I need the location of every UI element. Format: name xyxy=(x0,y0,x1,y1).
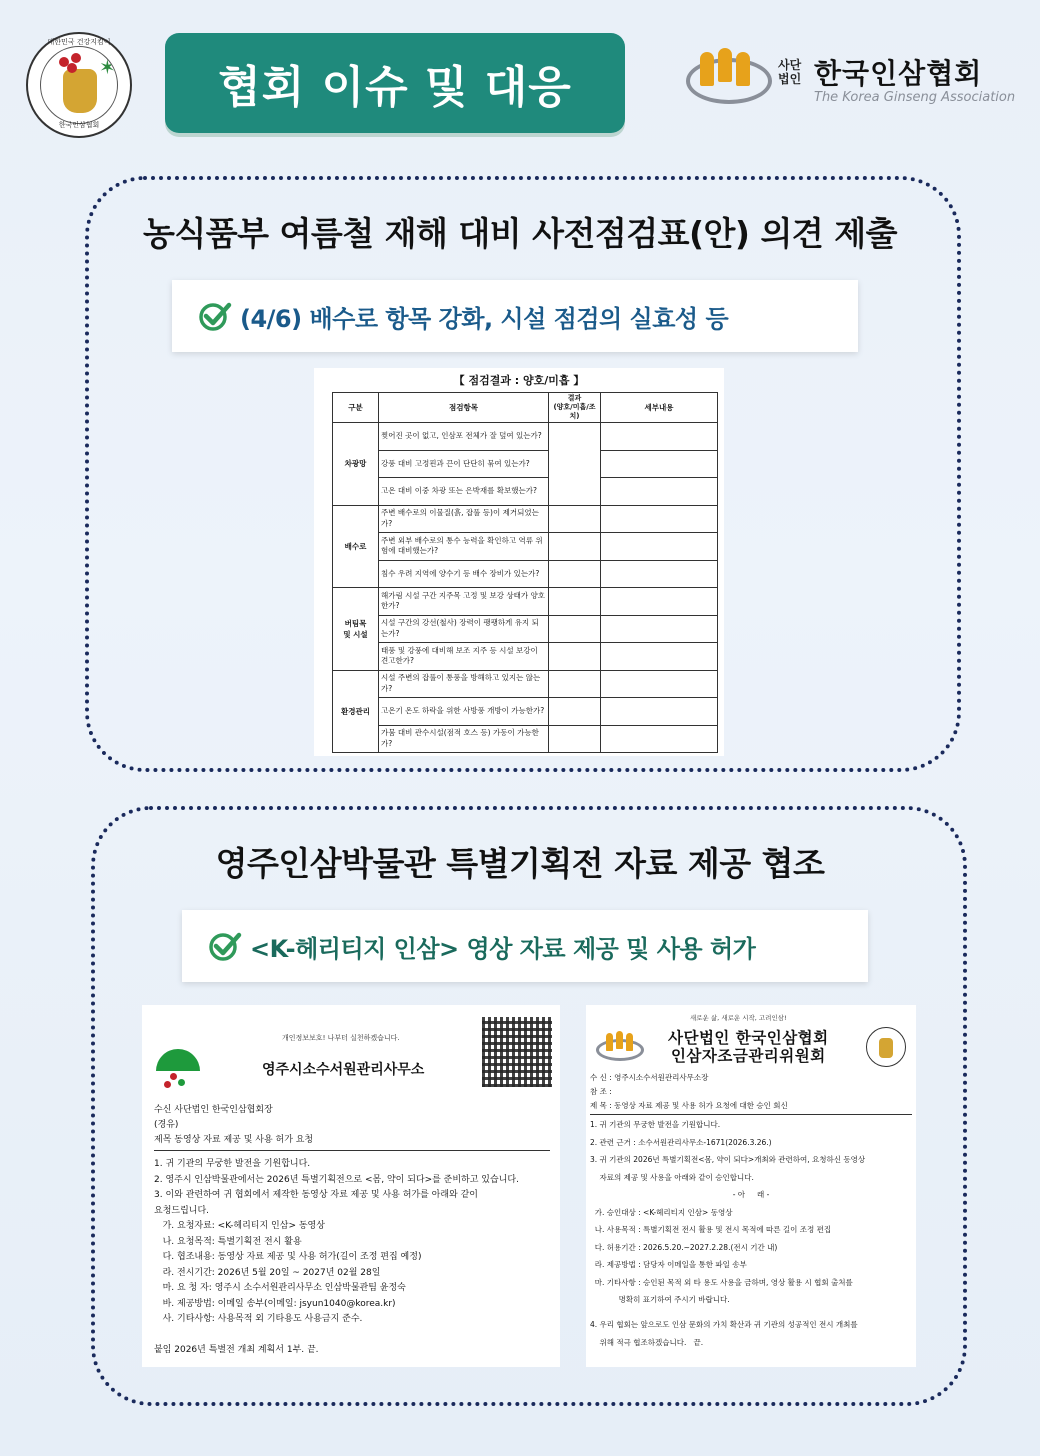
letter-line: - 아 래 - xyxy=(732,1190,770,1199)
letter1-attachment: 붙임 2026년 특별전 개최 계획서 1부. 끝. xyxy=(154,1345,319,1355)
letter-line: 1. 귀 기관의 무궁한 발전을 기원합니다. xyxy=(590,1120,721,1129)
table-row xyxy=(333,560,718,588)
result-cell xyxy=(549,560,601,588)
ginseng-icon xyxy=(63,69,97,113)
letter1-top-note: 개인정보보호! 나부터 실천하겠습니다. xyxy=(282,1034,400,1042)
result-cell xyxy=(549,423,601,506)
letter1-recipient: 수신 사단법인 한국인삼협회장 xyxy=(154,1105,273,1115)
letter-line: 나. 요청목적: 특별기획전 전시 활용 xyxy=(154,1236,302,1247)
letter-line: 위해 적극 협조하겠습니다. 끝. xyxy=(590,1337,704,1347)
letter-line xyxy=(590,1309,912,1317)
result-cell xyxy=(549,725,601,753)
kga-type-label: 사단 법인 xyxy=(778,58,802,86)
category-cell: 차광망 xyxy=(333,423,379,506)
seal-icon xyxy=(866,1027,906,1067)
kga-name: 한국인삼협회 xyxy=(814,57,983,90)
letter-line: 나. 사용목적 : 특별기획전 전시 활용 및 전시 목적에 따른 길이 조정 편집 xyxy=(590,1225,832,1234)
category-cell: 버팀목 및 시설 xyxy=(333,588,379,671)
letter-line: 다. 허용기간 : 2026.5.20.~2027.2.28.(전시 기간 내) xyxy=(590,1242,778,1252)
detail-cell xyxy=(601,698,718,726)
letter-line: 다. 협조내용: 동영상 자료 제공 및 사용 허가(길이 조정 편집 예정) xyxy=(154,1252,422,1262)
letter-line: 가. 승인대상 : <K-헤리티지 인삼> 동영상 xyxy=(590,1207,733,1217)
letter1-body xyxy=(154,1157,519,1328)
check-item-cell: 침수 우려 지역에 양수기 등 배수 장비가 있는가? xyxy=(379,560,549,588)
letter-line: 마. 요 청 자: 영주시 소수서원관리사무소 인삼박물관팀 윤정숙 xyxy=(154,1283,406,1293)
seal-text-bottom: 한국인삼협회 xyxy=(58,121,100,129)
section2-check-bar xyxy=(182,910,868,982)
letter1-subject: 제목 동영상 자료 제공 및 사용 허가 요청 xyxy=(154,1135,314,1145)
berry-icon xyxy=(67,63,77,73)
letter-line: 요청드립니다. xyxy=(154,1205,210,1216)
letter-line: 2. 영주시 인삼박물관에서는 2026년 특별기획전으로 <몸, 약이 되다>를 준비하고 있습니다. xyxy=(154,1174,519,1185)
check-item-cell: 주변 외부 배수로의 통수 능력을 확인하고 역류 위험에 대비했는가? xyxy=(379,533,549,561)
letter-line: 마. 기타사항 : 승인된 목적 외 타 용도 사용을 금하며, 영상 활용 시 협회 출처를 xyxy=(590,1277,853,1287)
table-row xyxy=(333,615,718,643)
section1-title: 농식품부 여름철 재해 대비 사전점검표(안) 의견 제출 xyxy=(142,214,898,253)
check-item-cell: 찢어진 곳이 없고, 인삼포 전체가 잘 덮여 있는가? xyxy=(379,423,549,451)
result-cell xyxy=(549,615,601,643)
check-item-cell: 시설 주변의 잡풀이 통풍을 방해하고 있지는 않는가? xyxy=(379,670,549,698)
table-row xyxy=(333,533,718,561)
letter1-org-name: 영주시소수서원관리사무소 xyxy=(262,1062,425,1078)
seal-emblem xyxy=(40,46,118,124)
page-title: 협회 이슈 및 대응 xyxy=(218,62,572,113)
letter-line: 라. 제공방법 : 담당자 이메일을 통한 파일 송부 xyxy=(590,1260,747,1269)
category-cell: 환경관리 xyxy=(333,670,379,753)
table-row xyxy=(333,643,718,671)
result-cell xyxy=(549,643,601,671)
table-row xyxy=(333,698,718,726)
letter-line: 1. 귀 기관의 무궁한 발전을 기원합니다. xyxy=(154,1159,311,1169)
star-icon: ✶ xyxy=(99,55,116,79)
letter-line: 사. 기타사항: 사용목적 외 기타용도 사용금지 준수. xyxy=(154,1314,363,1324)
result-cell xyxy=(549,533,601,561)
letter-line: 자료의 제공 및 사용을 아래와 같이 승인합니다. xyxy=(590,1172,754,1182)
check-item-cell: 고온 대비 이중 차광 또는 은박재를 확보했는가? xyxy=(379,478,549,506)
letter2-recipient: 수 신 : 영주시소수서원관리사무소장 xyxy=(590,1073,709,1082)
checklist-document xyxy=(314,368,724,756)
checklist-heading: 【 점검결과 : 양호/미흡 】 xyxy=(453,374,585,387)
detail-cell xyxy=(601,423,718,451)
detail-cell xyxy=(601,533,718,561)
qr-code-icon xyxy=(482,1017,552,1087)
letter2-ref: 참 조 : xyxy=(590,1087,612,1096)
detail-cell xyxy=(601,643,718,671)
section1-check-text: (4/6) 배수로 항목 강화, 시설 점검의 실효성 등 xyxy=(240,304,729,333)
kga-logo xyxy=(686,48,1016,112)
letter2-body xyxy=(590,1116,912,1351)
col-header: 구분 xyxy=(333,393,379,423)
letter-line: 2. 관련 근거 : 소수서원관리사무소-1671(2026.3.26.) xyxy=(590,1137,772,1147)
letter2-subject: 제 목 : 동영상 자료 제공 및 사용 허가 요청에 대한 승인 회신 xyxy=(590,1101,788,1110)
letter-line: 4. 우리 협회는 앞으로도 인삼 문화의 가치 확산과 귀 기관의 성공적인 전시 개최를 xyxy=(590,1320,858,1329)
letter-line: 3. 귀 기관의 2026년 특별기획전<몸, 약이 되다>개최와 관련하여, 요청하신 동영상 xyxy=(590,1155,866,1164)
seal-text-top: 대한민국 건강지킴이 xyxy=(47,38,111,46)
yeongju-emblem-icon xyxy=(156,1049,200,1089)
letter2-top-note: 새로운 삶, 새로운 시작, 고려인삼! xyxy=(690,1014,787,1022)
table-row xyxy=(333,588,718,616)
letter-line: 라. 전시기간: 2026년 5월 20일 ~ 2027년 02월 28일 xyxy=(154,1267,381,1278)
check-item-cell: 주변 배수로의 이물질(흙, 잡풀 등)이 제거되었는가? xyxy=(379,505,549,533)
table-row xyxy=(333,423,718,451)
table-row xyxy=(333,478,718,506)
result-cell xyxy=(549,505,601,533)
check-item-cell: 해가림 시설 구간 지주목 고정 및 보강 상태가 양호한가? xyxy=(379,588,549,616)
check-circle-icon xyxy=(198,299,232,333)
kga-english-name: The Korea Ginseng Association xyxy=(814,90,1016,105)
check-item-cell: 시설 구간의 강선(철사) 장력이 팽팽하게 유지 되는가? xyxy=(379,615,549,643)
divider xyxy=(154,1150,550,1151)
approval-letter-document xyxy=(586,1005,916,1367)
checklist-table xyxy=(332,392,718,753)
letter-line: 3. 이와 관련하여 귀 협회에서 제작한 동영상 자료 제공 및 사용 허가를 아래와 같이 xyxy=(154,1190,478,1200)
col-header: 세부내용 xyxy=(601,393,718,423)
check-item-cell: 강풍 대비 고정핀과 끈이 단단히 묶여 있는가? xyxy=(379,450,549,478)
table-row xyxy=(333,450,718,478)
letter2-title: 사단법인 한국인삼협회 인삼자조금관리위원회 xyxy=(668,1029,829,1065)
result-cell xyxy=(549,588,601,616)
category-cell: 배수로 xyxy=(333,505,379,588)
berry-icon xyxy=(71,53,81,63)
detail-cell xyxy=(601,615,718,643)
check-item-cell: 고온기 온도 하락을 위한 사방풍 개방이 가능한가? xyxy=(379,698,549,726)
col-header: 점검항목 xyxy=(379,393,549,423)
letter-line: 바. 제공방법: 이메일 송부(이메일: jsyun1040@korea.kr) xyxy=(154,1298,396,1309)
divider xyxy=(590,1114,912,1115)
letter-line: 명확히 표기하여 주시기 바랍니다. xyxy=(590,1295,730,1304)
detail-cell xyxy=(601,478,718,506)
table-row xyxy=(333,725,718,753)
col-header: 결과 (양호/미흡/조치) xyxy=(549,393,601,423)
header-title-box xyxy=(165,33,625,133)
check-item-cell: 태풍 및 강풍에 대비해 보조 지주 등 시설 보강이 견고한가? xyxy=(379,643,549,671)
section2-check-text: <K-헤리티지 인삼> 영상 자료 제공 및 사용 허가 xyxy=(250,934,756,963)
result-cell xyxy=(549,698,601,726)
detail-cell xyxy=(601,588,718,616)
check-item-cell: 가뭄 대비 관수시설(점적 호스 등) 가동이 가능한가? xyxy=(379,725,549,753)
detail-cell xyxy=(601,725,718,753)
letter1-via: (경유) xyxy=(154,1120,179,1130)
request-letter-document xyxy=(142,1005,560,1367)
detail-cell xyxy=(601,450,718,478)
letter-line: 가. 요청자료: <K-헤리티지 인삼> 동영상 xyxy=(154,1221,325,1231)
association-seal-logo xyxy=(26,32,132,138)
detail-cell xyxy=(601,560,718,588)
people-emblem-icon xyxy=(686,52,772,108)
detail-cell xyxy=(601,505,718,533)
table-row xyxy=(333,505,718,533)
check-circle-icon xyxy=(208,929,242,963)
section2-title: 영주인삼박물관 특별기획전 자료 제공 협조 xyxy=(215,844,825,883)
table-row xyxy=(333,670,718,698)
detail-cell xyxy=(601,670,718,698)
result-cell xyxy=(549,670,601,698)
kga-emblem-icon xyxy=(596,1033,644,1065)
section1-check-bar xyxy=(172,280,858,352)
